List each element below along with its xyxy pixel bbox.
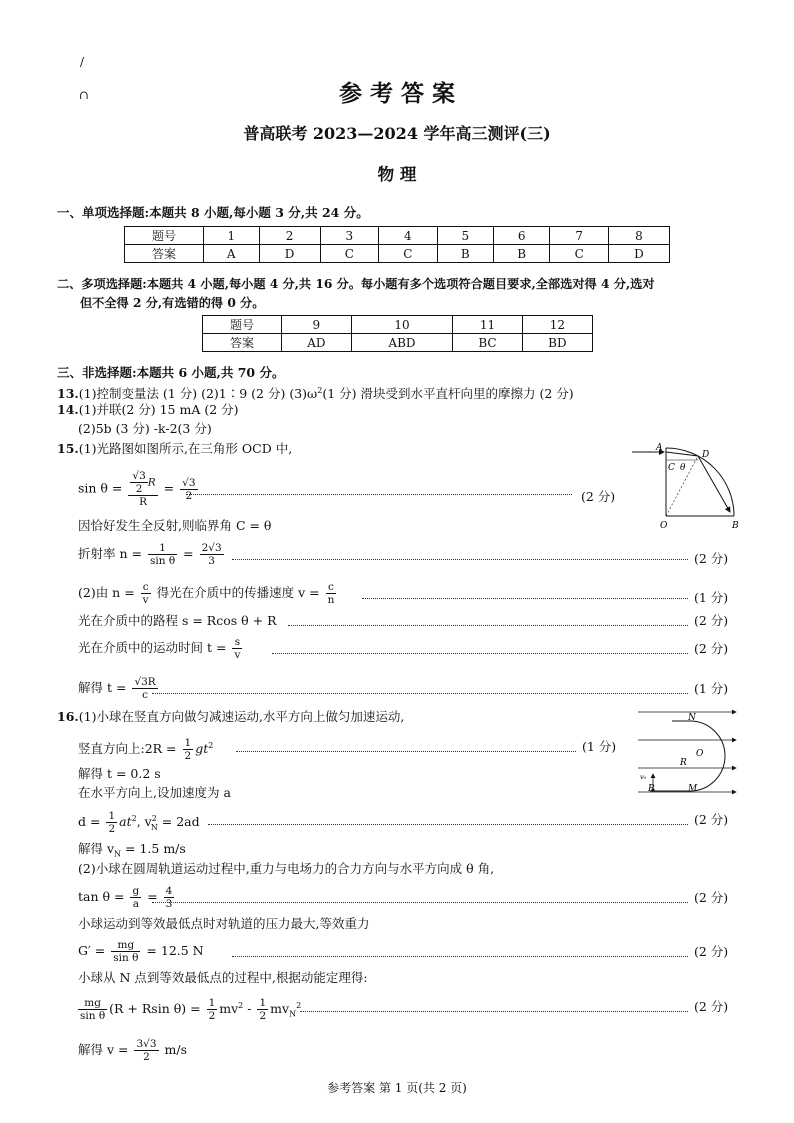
- arc-edge: [666, 448, 734, 516]
- exponent: 2: [208, 741, 214, 750]
- q15-line3: 因恰好发生全反射,则临界角 C = θ: [78, 518, 272, 533]
- table-cell: 12: [522, 316, 592, 334]
- exponent: 2: [296, 1001, 302, 1010]
- label-o: O: [696, 749, 704, 759]
- eq-text: 光在介质中的运动时间 t =: [78, 640, 227, 655]
- subscript: N: [150, 822, 158, 832]
- denominator: v: [142, 594, 149, 606]
- q15-time-eq: [78, 635, 244, 661]
- denominator: c: [142, 689, 149, 701]
- exponent: 2: [131, 814, 137, 823]
- q16-vn-result: [78, 841, 186, 863]
- fraction: [148, 542, 177, 567]
- fraction: [134, 1038, 158, 1063]
- label-b: B: [732, 521, 739, 531]
- dot-leader: [232, 559, 688, 560]
- eq-text: 解得 v: [78, 841, 115, 856]
- variable: R: [147, 476, 156, 489]
- table-cell: B: [437, 245, 493, 263]
- denominator: n: [327, 594, 335, 606]
- eq-text: 解得 t =: [78, 680, 127, 695]
- table-cell: 5: [437, 227, 493, 245]
- q16-line4: 在水平方向上,设加速度为 a: [78, 785, 231, 800]
- eq-text: 解得 v =: [78, 1042, 129, 1057]
- q16-tan-eq: [78, 884, 176, 910]
- score: (2 分): [694, 890, 729, 905]
- eq-text: = 1.5 m/s: [121, 841, 186, 856]
- q16-g-eq: [78, 938, 204, 964]
- eq-text: -: [243, 1001, 252, 1017]
- q16-line7: (2)小球在圆周轨道运动过程中,重力与电场力的合力方向与水平方向成 θ 角,: [78, 861, 495, 876]
- q16-line3: 解得 t = 0.2 s: [78, 766, 161, 781]
- exponent: 2: [151, 814, 157, 823]
- q16-horizontal-eq: [78, 806, 200, 841]
- dot-leader: [288, 625, 688, 626]
- q15-sin-eq: [78, 470, 200, 508]
- label-c: C: [668, 463, 675, 473]
- score: (2 分): [694, 812, 729, 827]
- q16-result: [78, 1037, 187, 1063]
- table-cell: 7: [550, 227, 609, 245]
- table-cell: 4: [379, 227, 438, 245]
- corner-mark-2: ∩: [79, 88, 90, 102]
- q14-line1: [57, 402, 239, 418]
- eq-text: G′ =: [78, 943, 106, 958]
- table-cell: ABD: [351, 334, 453, 352]
- fraction: [232, 636, 242, 661]
- score: (2 分): [694, 641, 729, 656]
- q15-line1: [57, 441, 292, 457]
- fraction: [257, 997, 268, 1022]
- denominator: 2: [108, 823, 116, 836]
- score: (2 分): [581, 489, 616, 504]
- fraction: [207, 997, 218, 1022]
- label-m: M: [688, 784, 698, 794]
- fraction: [78, 997, 107, 1022]
- numerator: √3R: [134, 676, 156, 688]
- fraction: [183, 737, 194, 762]
- dot-leader: [152, 693, 688, 694]
- score: (2 分): [694, 999, 729, 1014]
- fraction: [128, 470, 157, 508]
- q15-result: [78, 675, 160, 701]
- fraction: [200, 542, 224, 567]
- section1-heading: 一、单项选择题:本题共 8 小题,每小题 3 分,共 24 分。: [57, 205, 369, 220]
- denominator: 2: [135, 483, 143, 495]
- label-p: P: [648, 784, 655, 794]
- denominator: 2: [208, 1010, 216, 1023]
- table-row: [125, 245, 670, 263]
- eq-text: =: [163, 480, 175, 496]
- denominator: 2: [259, 1010, 267, 1023]
- variable: at: [119, 814, 132, 830]
- denominator: 2: [184, 750, 192, 763]
- section2-heading-line2: 但不全得 2 分,有选错的得 0 分。: [80, 296, 265, 310]
- numerator: s: [232, 636, 242, 649]
- dot-leader: [152, 902, 688, 903]
- q16-line1: [57, 709, 404, 725]
- dot-leader: [300, 1011, 688, 1012]
- eq-text: , v: [136, 814, 152, 830]
- table-cell: AD: [282, 334, 352, 352]
- table-row: [203, 316, 593, 334]
- denominator: sin θ: [113, 952, 139, 964]
- exponent: 2: [238, 1001, 244, 1010]
- dot-leader: [272, 653, 688, 654]
- eq-text: tan θ =: [78, 889, 125, 904]
- q16-text: (1)小球在竖直方向做匀减速运动,水平方向上做匀加速运动,: [78, 709, 405, 724]
- subject-title: 物 理: [377, 165, 417, 184]
- denominator: v: [234, 649, 241, 661]
- question-number: 16.: [57, 709, 79, 724]
- q13-line: [57, 383, 574, 402]
- optics-diagram: [620, 438, 750, 538]
- table-cell: A: [204, 245, 260, 263]
- eq-text: 得光在介质中的传播速度 v =: [156, 585, 320, 600]
- denominator: 3: [208, 555, 215, 567]
- page-title: 参 考 答 案: [338, 80, 456, 107]
- table-cell: 11: [453, 316, 522, 334]
- fraction: [111, 939, 140, 964]
- score: (2 分): [694, 944, 729, 959]
- numerator: g: [132, 885, 140, 897]
- numerator: mg: [78, 997, 107, 1010]
- eq-text: =: [183, 546, 194, 561]
- score: (1 分): [694, 681, 729, 696]
- multi-choice-table: [202, 315, 593, 352]
- label-o: O: [660, 521, 668, 531]
- denominator: 2: [143, 1051, 150, 1063]
- eq-text: =: [147, 889, 158, 904]
- table-row: [125, 227, 670, 245]
- denominator: sin θ: [80, 1010, 106, 1023]
- fraction: [130, 470, 147, 495]
- table-cell: D: [608, 245, 669, 263]
- table-cell: 10: [351, 316, 453, 334]
- q16-line11: 小球从 N 点到等效最低点的过程中,根据动能定理得:: [78, 970, 368, 985]
- fraction: [180, 477, 197, 502]
- score: (2 分): [694, 551, 729, 566]
- score: (1 分): [694, 590, 729, 605]
- label-a: A: [656, 443, 663, 453]
- label-n: N: [688, 713, 696, 723]
- q15-text: (1)光路图如图所示,在三角形 OCD 中,: [78, 441, 293, 456]
- label-d: D: [702, 450, 710, 460]
- numerator: 1: [208, 997, 216, 1010]
- numerator: √3: [182, 476, 196, 489]
- table-cell: BC: [453, 334, 522, 352]
- q16-energy-eq: [76, 993, 301, 1028]
- dot-leader: [232, 956, 688, 957]
- fraction: [164, 885, 175, 910]
- table-cell: 1: [204, 227, 260, 245]
- dot-leader: [236, 751, 576, 752]
- single-choice-table: [124, 226, 670, 263]
- q16-vertical-eq: [78, 733, 213, 762]
- q14-text: (1)并联(2 分) 15 mA (2 分): [78, 402, 239, 417]
- subscript: N: [114, 849, 122, 859]
- variable: gt: [195, 741, 209, 757]
- table-cell: D: [259, 245, 320, 263]
- denominator: 2: [185, 489, 193, 502]
- eq-text: sin θ =: [78, 480, 123, 496]
- fraction: [132, 676, 157, 701]
- table-cell: C: [320, 245, 379, 263]
- q15-path-eq: 光在介质中的路程 s = Rcos θ + R: [78, 613, 277, 628]
- fraction: [106, 810, 117, 835]
- section3-heading: 三、非选择题:本题共 6 小题,共 70 分。: [57, 365, 285, 380]
- question-number: 14.: [57, 402, 79, 417]
- table-cell: 3: [320, 227, 379, 245]
- eq-text: d =: [78, 814, 101, 830]
- page-footer: 参考答案 第 1 页(共 2 页): [327, 1081, 467, 1095]
- table-cell: BD: [522, 334, 592, 352]
- label-r: R: [680, 758, 687, 768]
- eq-text: (R + Rsin θ) =: [109, 1001, 201, 1017]
- score: (2 分): [694, 613, 729, 628]
- fraction: [141, 581, 151, 606]
- section2-heading-line1: 二、多项选择题:本题共 4 小题,每小题 4 分,共 16 分。每小题有多个选项符合题目要求,全部选对得 4 分,选对: [57, 277, 655, 291]
- numerator: 2√3: [201, 542, 222, 554]
- table-cell: C: [379, 245, 438, 263]
- q15-speed-eq: [78, 580, 338, 606]
- numerator: √3: [132, 470, 146, 482]
- table-cell: 6: [493, 227, 549, 245]
- exam-subtitle: 普高联考 2023—2024 学年高三测评(三): [243, 124, 551, 143]
- exponent: 2: [317, 386, 323, 395]
- question-number: 15.: [57, 441, 79, 456]
- table-cell: 2: [259, 227, 320, 245]
- q16-line9: 小球运动到等效最低点时对轨道的压力最大,等效重力: [78, 916, 370, 931]
- denominator: sin θ: [149, 555, 176, 567]
- eq-text: m/s: [160, 1042, 187, 1057]
- question-number: 13.: [57, 386, 79, 402]
- reflected-ray: [666, 452, 698, 456]
- numerator: c: [326, 581, 337, 594]
- fraction: [326, 581, 337, 606]
- numerator: 4: [165, 885, 173, 897]
- fraction: [130, 885, 141, 910]
- numerator: c: [141, 581, 151, 594]
- eq-text: 竖直方向上:2R =: [78, 741, 177, 757]
- refracted-ray: [698, 456, 730, 512]
- eq-text: (2)由 n =: [78, 585, 135, 600]
- numerator: 1: [184, 737, 192, 750]
- field-track-diagram: [632, 708, 742, 800]
- label-v0: v₀: [640, 773, 647, 781]
- eq-text: mv: [219, 1001, 239, 1017]
- denominator: a: [132, 898, 139, 910]
- numerator: 3√3: [136, 1038, 157, 1050]
- table-cell: 9: [282, 316, 352, 334]
- table-row: [203, 334, 593, 352]
- dot-leader: [362, 598, 688, 599]
- eq-text: = 2ad: [157, 814, 200, 830]
- denominator: R: [139, 496, 147, 508]
- q15-n-eq: [78, 541, 226, 567]
- numerator: 1: [148, 542, 177, 555]
- table-cell: C: [550, 245, 609, 263]
- label-theta: θ: [680, 463, 686, 473]
- table-cell: 题号: [203, 316, 282, 334]
- numerator: 1: [259, 997, 267, 1010]
- table-cell: 题号: [125, 227, 204, 245]
- eq-text: = 12.5 N: [146, 943, 204, 958]
- corner-mark-1: /: [80, 55, 85, 69]
- eq-text: 折射率 n =: [78, 546, 142, 561]
- table-cell: 答案: [203, 334, 282, 352]
- table-cell: 答案: [125, 245, 204, 263]
- numerator: mg: [111, 939, 140, 952]
- numerator: 1: [108, 810, 116, 823]
- q14-line2: (2)5b (3 分) -k-2(3 分): [78, 421, 212, 436]
- subscript: N: [289, 1009, 297, 1019]
- score: (1 分): [582, 739, 617, 754]
- table-cell: B: [493, 245, 549, 263]
- table-cell: 8: [608, 227, 669, 245]
- eq-text: mv: [270, 1001, 290, 1017]
- dot-leader: [186, 494, 572, 495]
- q13-text-2: (1 分) 滑块受到水平直杆向里的摩擦力 (2 分): [322, 386, 574, 402]
- denominator: 3: [165, 898, 173, 910]
- dot-leader: [208, 824, 688, 825]
- q13-text: (1)控制变量法 (1 分) (2)1∶9 (2 分) (3)ω: [78, 386, 318, 402]
